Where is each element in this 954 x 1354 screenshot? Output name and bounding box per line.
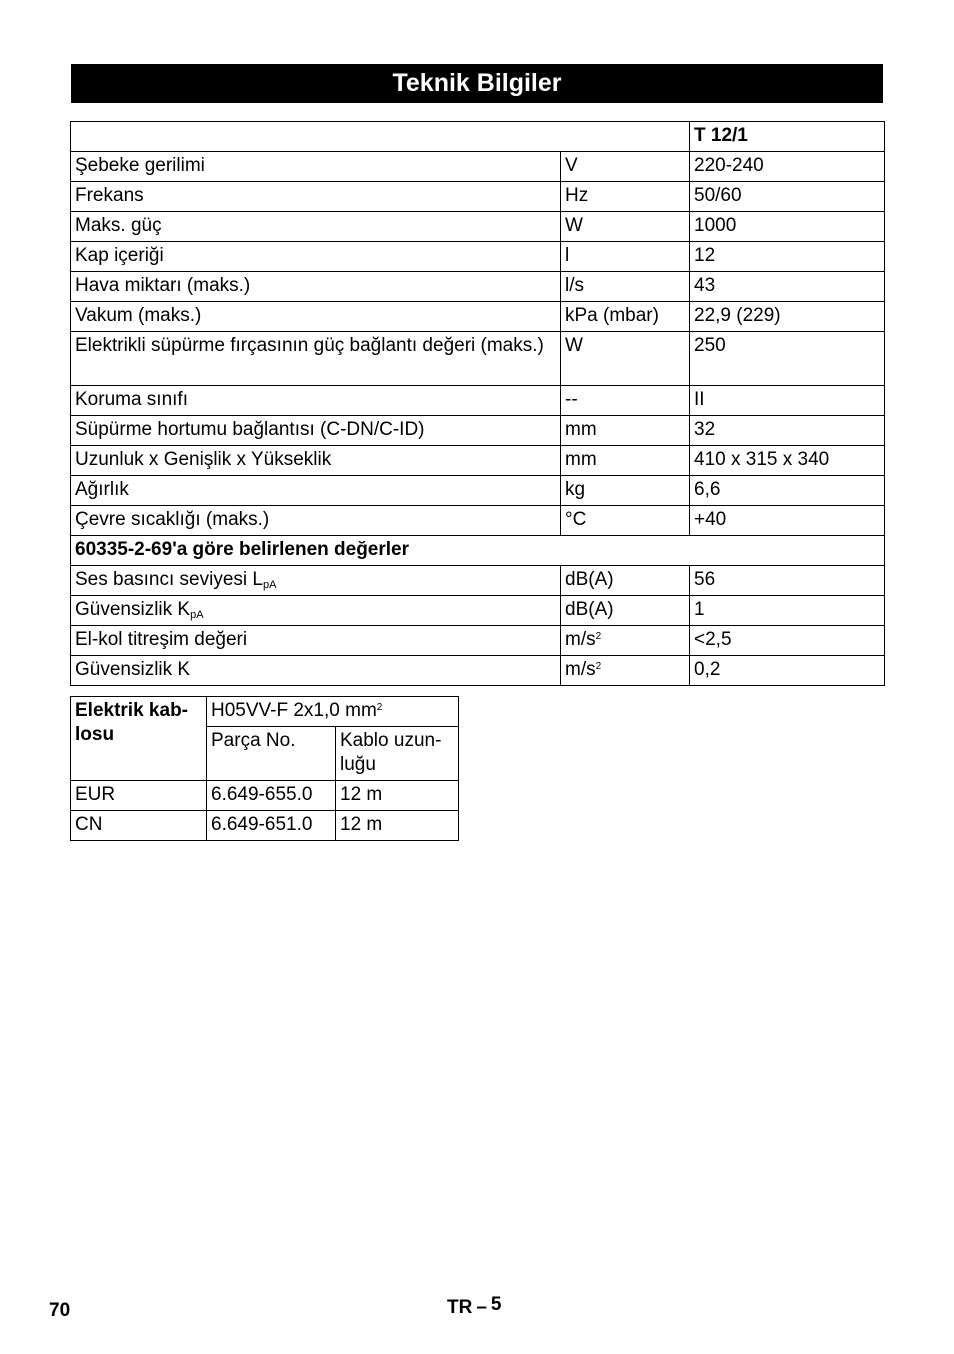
spec-value: II bbox=[690, 386, 885, 416]
noise-unit: $m/s^2$ bbox=[561, 626, 690, 656]
table-row bbox=[71, 272, 885, 302]
noise-unit: dB(A) bbox=[561, 566, 690, 596]
cable-header-row bbox=[71, 697, 459, 727]
table-row bbox=[71, 152, 885, 182]
noise-unit: $m/s^2$ bbox=[561, 656, 690, 686]
spec-label: Vakum (maks.) bbox=[71, 302, 561, 332]
cable-region: EUR bbox=[71, 781, 207, 811]
spec-label: Maks. güç bbox=[71, 212, 561, 242]
spec-label: Kap içeriği bbox=[71, 242, 561, 272]
table-row bbox=[71, 332, 885, 386]
spec-value: 250 bbox=[690, 332, 885, 386]
table-row bbox=[71, 566, 885, 596]
cable-length: 12 m bbox=[336, 781, 459, 811]
spec-unit: °C bbox=[561, 506, 690, 536]
table-row bbox=[71, 656, 885, 686]
cable-region: CN bbox=[71, 811, 207, 841]
spec-label: Süpürme hortumu bağlantısı (C-DN/C-ID) bbox=[71, 416, 561, 446]
spec-unit: V bbox=[561, 152, 690, 182]
spec-unit: mm bbox=[561, 446, 690, 476]
noise-unit: dB(A) bbox=[561, 596, 690, 626]
table-row bbox=[71, 242, 885, 272]
table-row bbox=[71, 212, 885, 242]
table-row bbox=[71, 476, 885, 506]
cable-table bbox=[70, 696, 459, 841]
table-row bbox=[71, 416, 885, 446]
section-heading-row bbox=[71, 536, 885, 566]
cable-part-no: 6.649-655.0 bbox=[207, 781, 336, 811]
spec-label: Ağırlık bbox=[71, 476, 561, 506]
noise-label: Ses basıncı seviyesi $L_{pA}$ bbox=[71, 566, 561, 596]
table-row bbox=[71, 446, 885, 476]
table-row bbox=[71, 506, 885, 536]
table-row bbox=[71, 811, 459, 841]
spec-unit: Hz bbox=[561, 182, 690, 212]
spec-label: Koruma sınıfı bbox=[71, 386, 561, 416]
spec-value: 43 bbox=[690, 272, 885, 302]
noise-value: <2,5 bbox=[690, 626, 885, 656]
spec-unit: -- bbox=[561, 386, 690, 416]
part-no-header: Parça No. bbox=[207, 727, 336, 781]
spec-header-empty bbox=[71, 122, 690, 152]
noise-label: El-kol titreşim değeri bbox=[71, 626, 561, 656]
spec-table bbox=[70, 121, 885, 686]
noise-label: Güvensizlik K bbox=[71, 656, 561, 686]
spec-label: Şebeke gerilimi bbox=[71, 152, 561, 182]
spec-value: 1000 bbox=[690, 212, 885, 242]
table-row bbox=[71, 182, 885, 212]
spec-unit: W bbox=[561, 212, 690, 242]
spec-value: 22,9 (229) bbox=[690, 302, 885, 332]
spec-unit: mm bbox=[561, 416, 690, 446]
table-row bbox=[71, 781, 459, 811]
page-number: 70 bbox=[49, 1300, 71, 1321]
table-row bbox=[71, 596, 885, 626]
spec-label: Elektrikli süpürme fırçasının güç bağlantı değeri (maks.) bbox=[71, 332, 561, 386]
noise-value: 1 bbox=[690, 596, 885, 626]
spec-label: Frekans bbox=[71, 182, 561, 212]
spec-value: 6,6 bbox=[690, 476, 885, 506]
table-row bbox=[71, 386, 885, 416]
length-header: Kablo uzun- luğu bbox=[336, 727, 459, 781]
noise-value: 56 bbox=[690, 566, 885, 596]
spec-value: 12 bbox=[690, 242, 885, 272]
table-row bbox=[71, 626, 885, 656]
spec-header-row bbox=[71, 122, 885, 152]
spec-value: 32 bbox=[690, 416, 885, 446]
model-name: T 12/1 bbox=[690, 122, 885, 152]
spec-value: +40 bbox=[690, 506, 885, 536]
cable-type: H05VV-F 2x1,0 $mm^2$ bbox=[207, 697, 459, 727]
footer-section: TR – 5 bbox=[447, 1294, 502, 1318]
section-heading: 60335-2-69'a göre belirlenen değerler bbox=[71, 536, 885, 566]
noise-value: 0,2 bbox=[690, 656, 885, 686]
cable-part-no: 6.649-651.0 bbox=[207, 811, 336, 841]
cable-length: 12 m bbox=[336, 811, 459, 841]
spec-value: 220-240 bbox=[690, 152, 885, 182]
table-row bbox=[71, 302, 885, 332]
spec-unit: W bbox=[561, 332, 690, 386]
spec-unit: l/s bbox=[561, 272, 690, 302]
spec-unit: kg bbox=[561, 476, 690, 506]
noise-label: Güvensizlik $K_{pA}$ bbox=[71, 596, 561, 626]
spec-label: Çevre sıcaklığı (maks.) bbox=[71, 506, 561, 536]
spec-label: Hava miktarı (maks.) bbox=[71, 272, 561, 302]
spec-value: 50/60 bbox=[690, 182, 885, 212]
spec-unit: l bbox=[561, 242, 690, 272]
page-title: Teknik Bilgiler bbox=[71, 64, 883, 103]
cable-label: Elektrik kab- losu bbox=[71, 697, 207, 781]
spec-value: 410 x 315 x 340 bbox=[690, 446, 885, 476]
spec-unit: kPa (mbar) bbox=[561, 302, 690, 332]
spec-label: Uzunluk x Genişlik x Yükseklik bbox=[71, 446, 561, 476]
